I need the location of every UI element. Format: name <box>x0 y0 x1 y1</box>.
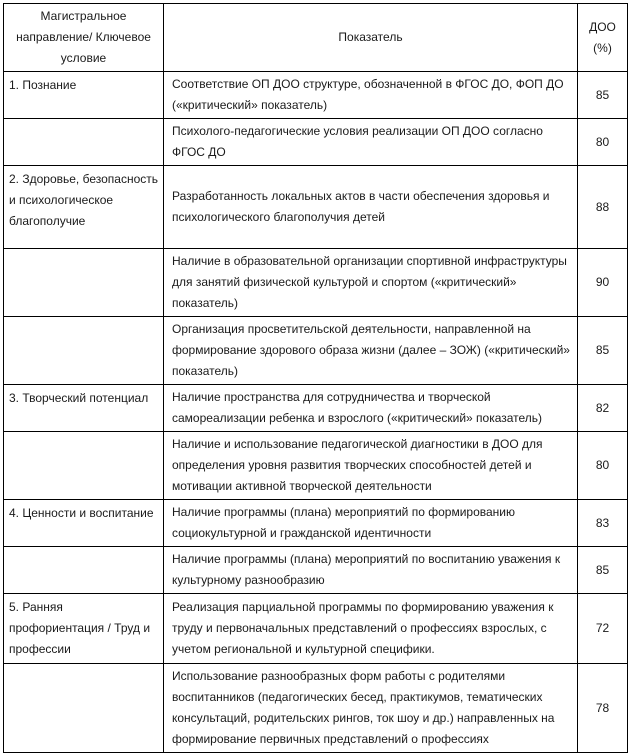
value-cell: 83 <box>578 500 628 547</box>
indicator-cell: Соответствие ОП ДОО структуре, обозначенной в ФГОС ДО, ФОП ДО («критический» показатель) <box>164 72 578 119</box>
indicators-table <box>3 3 628 753</box>
direction-cell <box>4 432 164 500</box>
direction-cell <box>4 547 164 594</box>
indicator-cell: Наличие пространства для сотрудничества и творческой самореализации ребенка и взрослого («критический» показатель) <box>164 385 578 432</box>
direction-cell <box>4 119 164 166</box>
value-cell: 90 <box>578 249 628 317</box>
table-row <box>4 547 628 594</box>
indicator-cell: Организация просветительской деятельности, направленной на формирование здорового образа жизни (далее – ЗОЖ) («критический» показатель) <box>164 317 578 385</box>
direction-cell <box>4 664 164 753</box>
header-direction: Магистральное направление/ Ключевое условие <box>4 4 164 72</box>
header-indicator: Показатель <box>164 4 578 72</box>
direction-cell <box>4 249 164 317</box>
table-row <box>4 664 628 753</box>
direction-cell: 5. Ранняя профориентация / Труд и профессии <box>4 594 164 664</box>
direction-cell: 2. Здоровье, безопасность и психологическое благополучие <box>4 166 164 249</box>
table-row <box>4 249 628 317</box>
indicator-cell: Психолого-педагогические условия реализации ОП ДОО согласно ФГОС ДО <box>164 119 578 166</box>
value-cell: 82 <box>578 385 628 432</box>
table-row <box>4 594 628 664</box>
indicator-cell: Наличие и использование педагогической диагностики в ДОО для определения уровня развития творческих способностей детей и мотивации активной творческой деятельности <box>164 432 578 500</box>
value-cell: 80 <box>578 119 628 166</box>
indicator-cell: Наличие программы (плана) мероприятий по формированию социокультурной и гражданской идентичности <box>164 500 578 547</box>
value-cell: 80 <box>578 432 628 500</box>
table-row <box>4 119 628 166</box>
value-cell: 85 <box>578 72 628 119</box>
indicator-cell: Реализация парциальной программы по формированию уважения к труду и первоначальных представлений о профессиях взрослых, с учетом региональной и культурной специфики. <box>164 594 578 664</box>
indicator-cell: Использование разнообразных форм работы с родителями воспитанников (педагогических бесед, практикумов, тематических консультаций, родительских рингов, ток шоу и др.) направленных на формирование первичных представлений о профессиях <box>164 664 578 753</box>
direction-cell: 4. Ценности и воспитание <box>4 500 164 547</box>
value-cell: 85 <box>578 317 628 385</box>
value-cell: 85 <box>578 547 628 594</box>
header-value: ДОО (%) <box>578 4 628 72</box>
table-row <box>4 166 628 249</box>
value-cell: 88 <box>578 166 628 249</box>
table-row <box>4 432 628 500</box>
indicator-cell: Разработанность локальных актов в части обеспечения здоровья и психологического благополучия детей <box>164 166 578 249</box>
indicator-cell: Наличие в образовательной организации спортивной инфраструктуры для занятий физической культурой и спортом («критический» показатель) <box>164 249 578 317</box>
direction-cell: 3. Творческий потенциал <box>4 385 164 432</box>
direction-cell: 1. Познание <box>4 72 164 119</box>
header-row <box>4 4 628 72</box>
value-cell: 72 <box>578 594 628 664</box>
table-row <box>4 500 628 547</box>
value-cell: 78 <box>578 664 628 753</box>
table-row <box>4 385 628 432</box>
direction-cell <box>4 317 164 385</box>
table-row <box>4 72 628 119</box>
table-row <box>4 317 628 385</box>
indicator-cell: Наличие программы (плана) мероприятий по воспитанию уважения к культурному разнообразию <box>164 547 578 594</box>
